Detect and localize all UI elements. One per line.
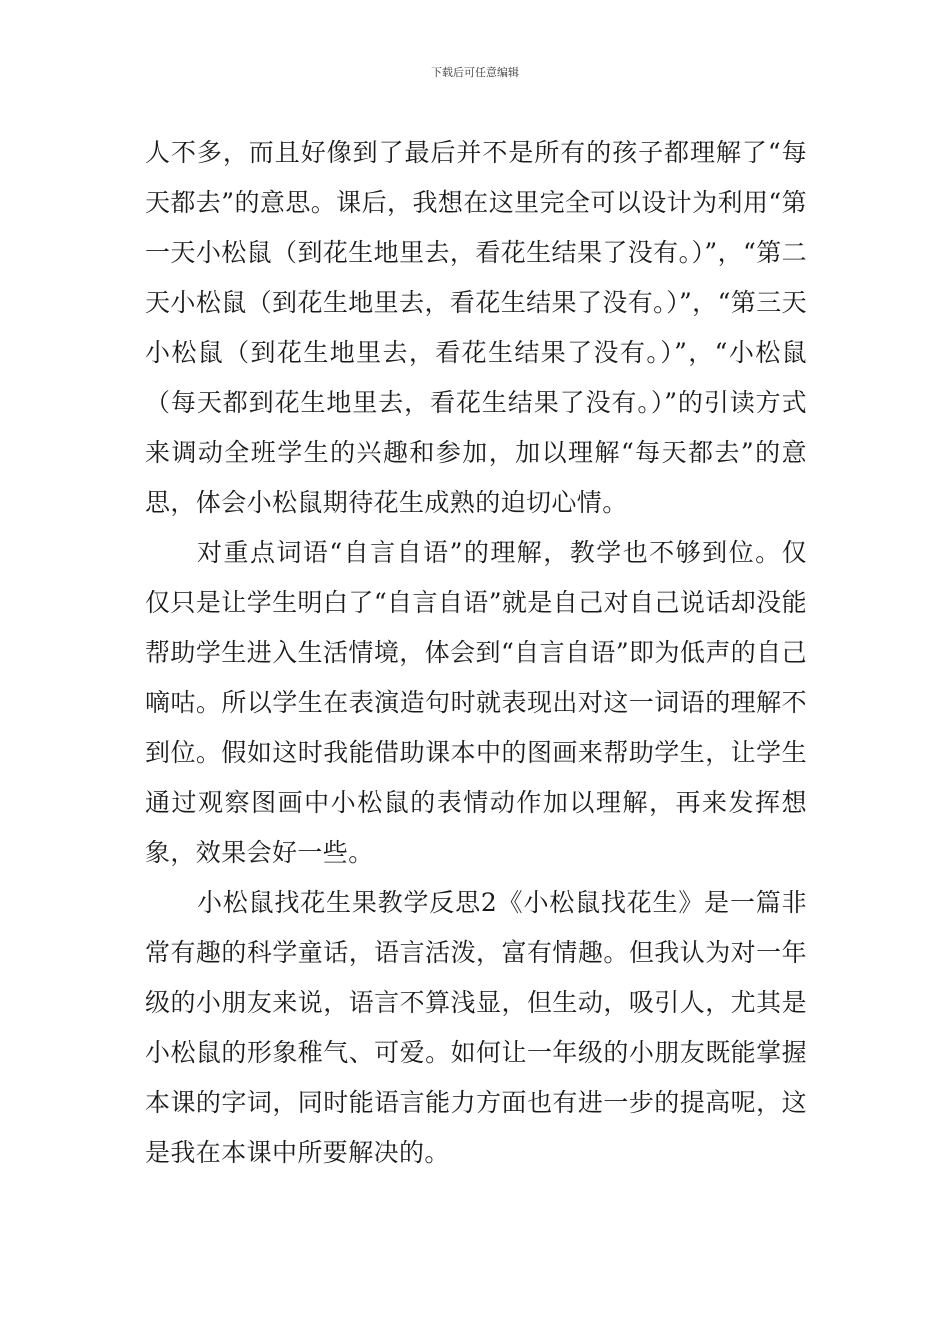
paragraph-2: 对重点词语“自言自语”的理解，教学也不够到位。仅仅只是让学生明白了“自言自语”就是自己对自己说话却没能帮助学生进入生活情境，体会到“自言自语”即为低声的自己嘀咕。所以学生在表演造句时就表现出对这一词语的理解不到位。假如这时我能借助课本中的图画来帮助学生，让学生通过观察图画中小松鼠的表情动作加以理解，再来发挥想象，效果会好一些。: [145, 538, 807, 867]
page-header: 下载后可任意编辑: [431, 66, 519, 79]
paragraph-3: 小松鼠找花生果教学反思2《小松鼠找花生》是一篇非常有趣的科学童话，语言活泼，富有情趣。但我认为对一年级的小朋友来说，语言不算浅显，但生动，吸引人，尤其是小松鼠的形象稚气、可爱。如何让一年级的小朋友既能掌握本课的字词，同时能语言能力方面也有进一步的提高呢，这是我在本课中所要解决的。: [145, 888, 807, 1167]
paragraph-1: 人不多，而且好像到了最后并不是所有的孩子都理解了“每天都去”的意思。课后，我想在这里完全可以设计为利用“第一天小松鼠（到花生地里去，看花生结果了没有。）”，“第二天小松鼠（到花生地里去，看花生结果了没有。）”，“第三天小松鼠（到花生地里去，看花生结果了没有。）”，“小松鼠（每天都到花生地里去，看花生结果了没有。）”的引读方式来调动全班学生的兴趣和参加，加以理解“每天都去”的意思，体会小松鼠期待花生成熟的迫切心情。: [145, 138, 807, 517]
document-body: [145, 128, 807, 1178]
